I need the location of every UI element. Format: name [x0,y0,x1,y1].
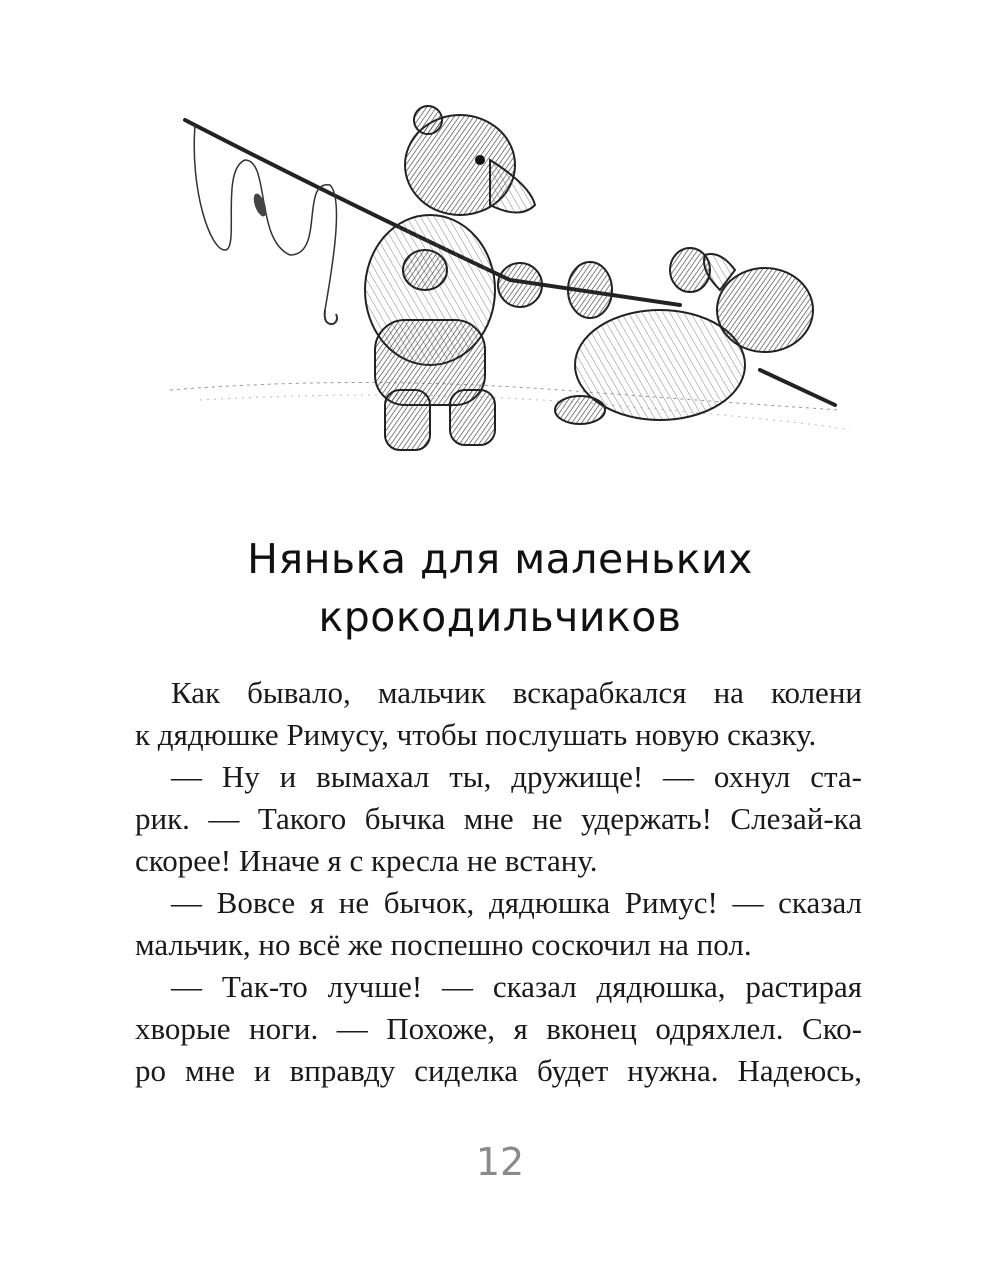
chapter-title-line-1: Нянька для маленьких [247,535,753,583]
text-line: мальчик, но всё же поспешно соскочил на пол. [135,927,752,962]
illustration-svg [160,90,850,480]
text-line: рик. — Такого бычка мне не удержать! Слезай-ка [135,801,862,836]
text-line: ро мне и вправду сиделка будет нужна. Надеюсь, [135,1053,862,1088]
text-line: хворые ноги. — Похоже, я вконец одряхлел. Ско- [135,1011,862,1046]
chapter-title [0,530,1000,646]
story-text [135,672,862,1092]
bears-fishing-illustration [160,90,850,480]
text-line: скорее! Иначе я с кресла не встану. [135,843,598,878]
chapter-title-line-2: крокодильчиков [318,593,682,641]
page-number: 12 [475,1140,525,1184]
text-line: — Вовсе я не бычок, дядюшка Римус! — сказал [171,885,862,920]
text-line: — Так-то лучше! — сказал дядюшка, растирая [171,969,862,1004]
text-line: Как бывало, мальчик вскарабкался на колени [171,675,862,710]
text-line: к дядюшке Римусу, чтобы послушать новую сказку. [135,717,817,752]
text-line: — Ну и вымахал ты, дружище! — охнул ста- [171,759,862,794]
